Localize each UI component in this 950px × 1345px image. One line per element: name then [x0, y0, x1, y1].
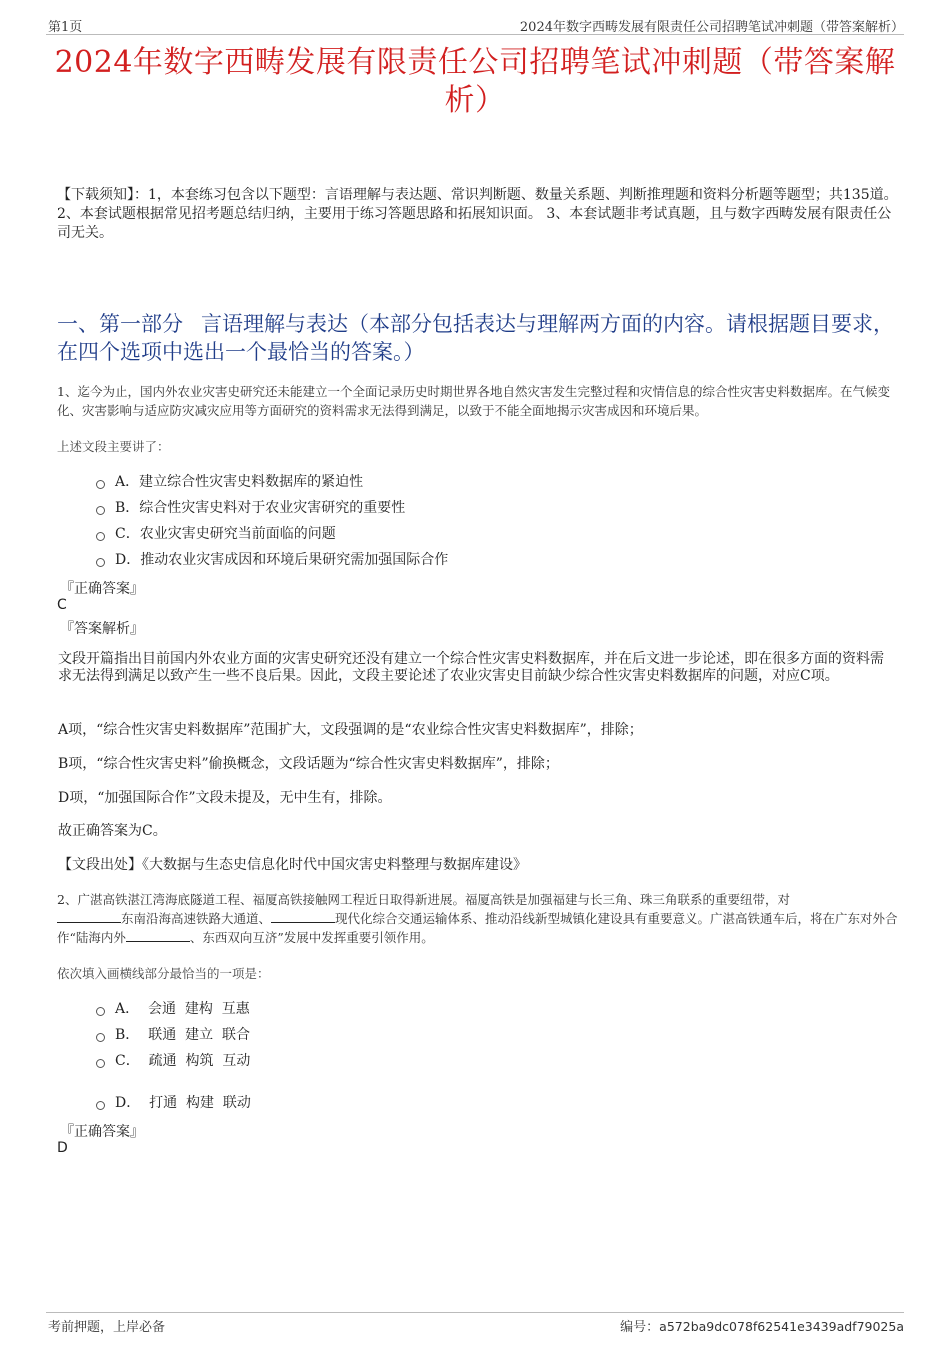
- source-citation: 【文段出处】《大数据与生态史信息化时代中国灾害史料整理与数据库建设》: [58, 857, 527, 873]
- analysis-option-d: D项，“加强国际合作”文段未提及，无中生有，排除。: [58, 790, 392, 806]
- section-heading: [57, 310, 898, 366]
- option-a[interactable]: A．建立综合性灾害史料数据库的紧迫性: [96, 468, 448, 494]
- question-1-options: [96, 468, 448, 572]
- answer-label: 『正确答案』: [60, 1124, 144, 1140]
- option-d[interactable]: D． 打通 构建 联动: [96, 1089, 251, 1115]
- question-1-ask: 上述文段主要讲了：: [57, 439, 170, 454]
- footer-slogan: 考前押题，上岸必备: [48, 1320, 166, 1335]
- radio-icon[interactable]: [96, 1101, 105, 1110]
- radio-icon[interactable]: [96, 1007, 105, 1016]
- question-1-stem: 1、迄今为止，国内外农业灾害史研究还未能建立一个全面记录历史时期世界各地自然灾害发生完整过程和灾情信息的综合性灾害史料数据库。在气候变化、灾害影响与适应防灾减灾应用等方面研究的资料需求无法得到满足，以致于不能全面地揭示灾害成因和环境后果。: [57, 384, 890, 418]
- radio-icon[interactable]: [96, 532, 105, 541]
- radio-icon[interactable]: [96, 480, 105, 489]
- question-2-options: [96, 995, 250, 1073]
- fill-blank-3: [126, 929, 190, 942]
- page-header: [46, 14, 904, 35]
- fill-blank-2: [271, 910, 335, 923]
- analysis-conclusion: 故正确答案为C。: [58, 823, 167, 839]
- answer-value: D: [57, 1140, 68, 1156]
- option-c[interactable]: C． 疏通 构筑 互动: [96, 1047, 250, 1073]
- option-b[interactable]: B． 联通 建立 联合: [96, 1021, 250, 1047]
- header-doc-title: 2024年数字西畴发展有限责任公司招聘笔试冲刺题（带答案解析）: [519, 20, 904, 35]
- radio-icon[interactable]: [96, 558, 105, 567]
- download-notice: 【下载须知】：1，本套练习包含以下题型：言语理解与表达题、常识判断题、数量关系题、判断推理题和资料分析题等题型；共135道。 2、本套试题根据常见招考题总结归纳，主要用于练习答题思路和拓展知识面。 3、本套试题非考试真题，且与数字西畴发展有限责任公司无关。: [57, 187, 898, 241]
- analysis-option-a: A项，“综合性灾害史料数据库”范围扩大，文段强调的是“农业综合性灾害史料数据库”，排除；: [58, 722, 643, 738]
- radio-icon[interactable]: [96, 1059, 105, 1068]
- question-2-option-d-wrap: [96, 1089, 251, 1115]
- analysis-paragraph: 文段开篇指出目前国内外农业方面的灾害史研究还没有建立一个综合性灾害史料数据库，并在后文进一步论述，即在很多方面的资料需求无法得到满足以致产生一些不良后果。因此，文段主要论述了农业灾害史目前缺少综合性灾害史料数据库的问题，对应C项。: [58, 651, 884, 684]
- question-2-stem: 2、广湛高铁湛江湾海底隧道工程、福厦高铁接触网工程近日取得新进展。福厦高铁是加强福建与长三角、珠三角联系的重要纽带，对 东南沿海高速铁路大通道、 现代化综合交通运输体系、推动沿线新型城镇化建设具有重要意义。广湛高铁通车后，将在广东对外合作“陆海内外 、东西双向互济”发展中发挥重要引领作用。: [57, 892, 898, 945]
- page-title: 2024年数字西畴发展有限责任公司招聘笔试冲刺题（带答案解析）: [54, 45, 896, 118]
- answer-label: 『正确答案』: [60, 581, 144, 597]
- option-d[interactable]: D．推动农业灾害成因和环境后果研究需加强国际合作: [96, 546, 448, 572]
- analysis-option-b: B项，“综合性灾害史料”偷换概念，文段话题为“综合性灾害史料数据库”，排除；: [58, 756, 559, 772]
- option-b[interactable]: B．综合性灾害史料对于农业灾害研究的重要性: [96, 494, 448, 520]
- page-footer: [46, 1312, 904, 1333]
- fill-blank-1: [57, 910, 121, 923]
- radio-icon[interactable]: [96, 1033, 105, 1042]
- footer-code: 编号：a572ba9dc078f62541e3439adf79025a: [620, 1319, 904, 1335]
- radio-icon[interactable]: [96, 506, 105, 515]
- answer-value: C: [57, 597, 67, 613]
- option-a[interactable]: A． 会通 建构 互惠: [96, 995, 250, 1021]
- question-2-ask: 依次填入画横线部分最恰当的一项是：: [57, 966, 270, 981]
- section-title: 言语理解与表达（本部分包括表达与理解两方面的内容。请根据题目要求，在四个选项中选出一个最恰当的答案。）: [57, 312, 894, 364]
- page-number: 第1页: [48, 20, 83, 35]
- analysis-label: 『答案解析』: [60, 621, 144, 637]
- section-number: 一、第一部分: [57, 312, 183, 336]
- option-c[interactable]: C．农业灾害史研究当前面临的问题: [96, 520, 448, 546]
